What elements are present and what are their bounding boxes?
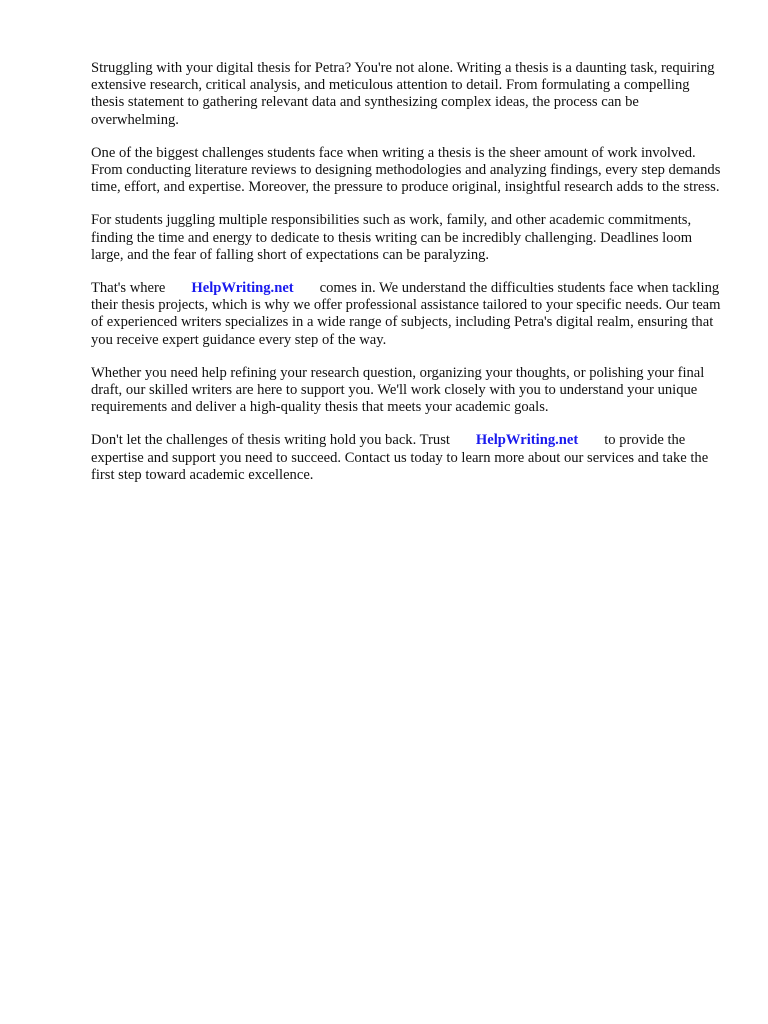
paragraph-text: That's where bbox=[91, 280, 166, 297]
paragraph-challenges: One of the biggest challenges students face when writing a thesis is the sheer amount of work involved. From conducting literature reviews to designing methodologies and analyzing findings, every step demands time, effort, and expertise. Moreover, the pressure to produce original, insightful research adds to the stress. bbox=[91, 144, 721, 196]
paragraph-intro: Struggling with your digital thesis for Petra? You're not alone. Writing a thesis is a daunting task, requiring extensive research, critical analysis, and meticulous attention to detail. From formulating a compelling thesis statement to gathering relevant data and synthesizing complex ideas, the process can be overwhelming. bbox=[91, 60, 715, 128]
paragraph-call-to-action bbox=[91, 432, 721, 484]
paragraph-text: to provide the expertise and support you need to succeed. Contact us today to learn more about our services and take the first step toward academic excellence. bbox=[91, 432, 709, 483]
document-body bbox=[91, 60, 721, 500]
paragraph-text: comes in. We understand the difficulties students face when tackling their thesis projects, which is why we offer professional assistance tailored to your specific needs. Our team of experienced writers specializes in a wide range of subjects, including Petra's digital realm, ensuring that you receive expert guidance every step of the way. bbox=[91, 280, 721, 348]
helpwriting-link[interactable]: HelpWriting.net bbox=[191, 280, 294, 297]
paragraph-responsibilities: For students juggling multiple responsibilities such as work, family, and other academic commitments, finding the time and energy to dedicate to thesis writing can be incredibly challenging. Deadlines loom large, and the fear of falling short of expectations can be paralyzing. bbox=[91, 212, 693, 263]
paragraph-helpwriting-intro bbox=[91, 280, 721, 349]
helpwriting-link[interactable]: HelpWriting.net bbox=[475, 432, 579, 449]
paragraph-text: Don't let the challenges of thesis writing hold you back. Trust bbox=[91, 432, 450, 449]
paragraph-support: Whether you need help refining your research question, organizing your thoughts, or polishing your final draft, our skilled writers are here to support you. We'll work closely with you to understand your unique requirements and deliver a high-quality thesis that meets your academic goals. bbox=[91, 364, 705, 416]
